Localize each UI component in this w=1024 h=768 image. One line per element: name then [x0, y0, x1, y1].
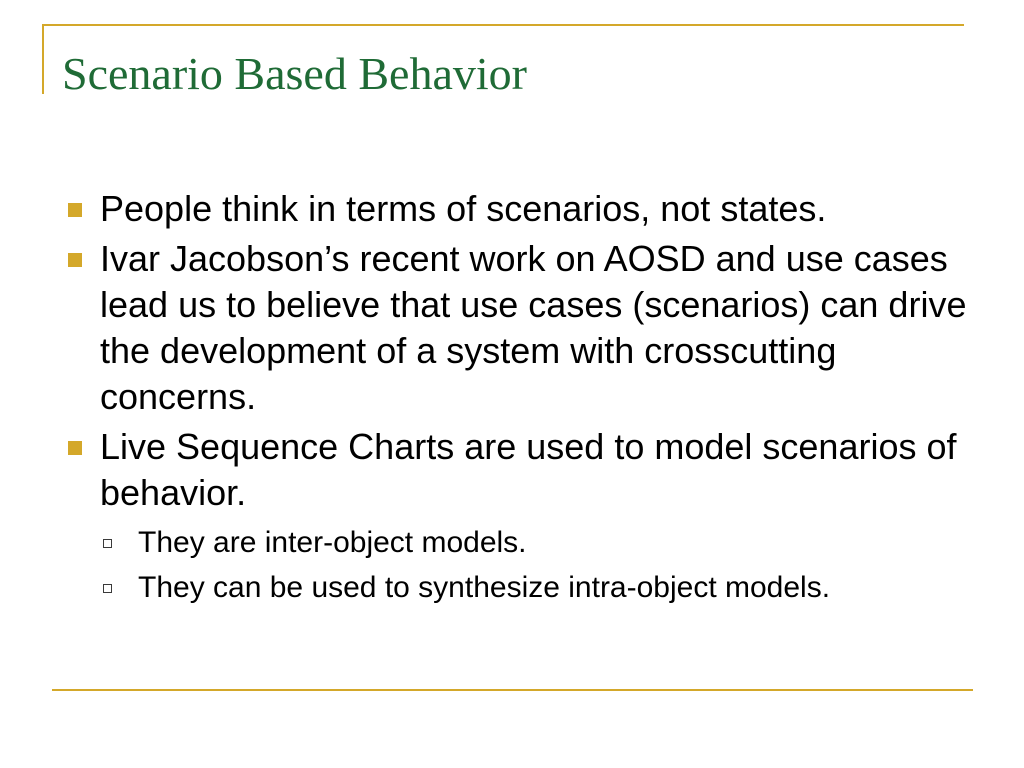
hollow-square-bullet-icon [103, 584, 112, 593]
bottom-accent-rule [52, 689, 973, 691]
bullet-text: Ivar Jacobson’s recent work on AOSD and use cases lead us to believe that use cases (scenarios) can drive the development of a system with crosscutting concerns. [100, 238, 967, 417]
bullet-text: People think in terms of scenarios, not states. [100, 188, 827, 229]
slide-body [62, 186, 982, 614]
filled-square-bullet-icon [68, 441, 82, 455]
bullet-list [62, 186, 982, 606]
sub-bullet-list [100, 524, 982, 606]
sub-bullet-text: They can be used to synthesize intra-object models. [138, 571, 831, 604]
top-accent-rule [42, 24, 964, 26]
filled-square-bullet-icon [68, 253, 82, 267]
bullet-item [62, 424, 982, 606]
left-accent-rule [42, 24, 44, 94]
bullet-item [62, 236, 982, 420]
bullet-text: Live Sequence Charts are used to model scenarios of behavior. [100, 426, 957, 513]
sub-bullet-text: They are inter-object models. [138, 526, 527, 559]
sub-bullet-item [100, 524, 982, 561]
bullet-item [62, 186, 982, 232]
filled-square-bullet-icon [68, 203, 82, 217]
slide-title: Scenario Based Behavior [62, 48, 527, 99]
sub-bullet-item [100, 569, 982, 606]
hollow-square-bullet-icon [103, 539, 112, 548]
